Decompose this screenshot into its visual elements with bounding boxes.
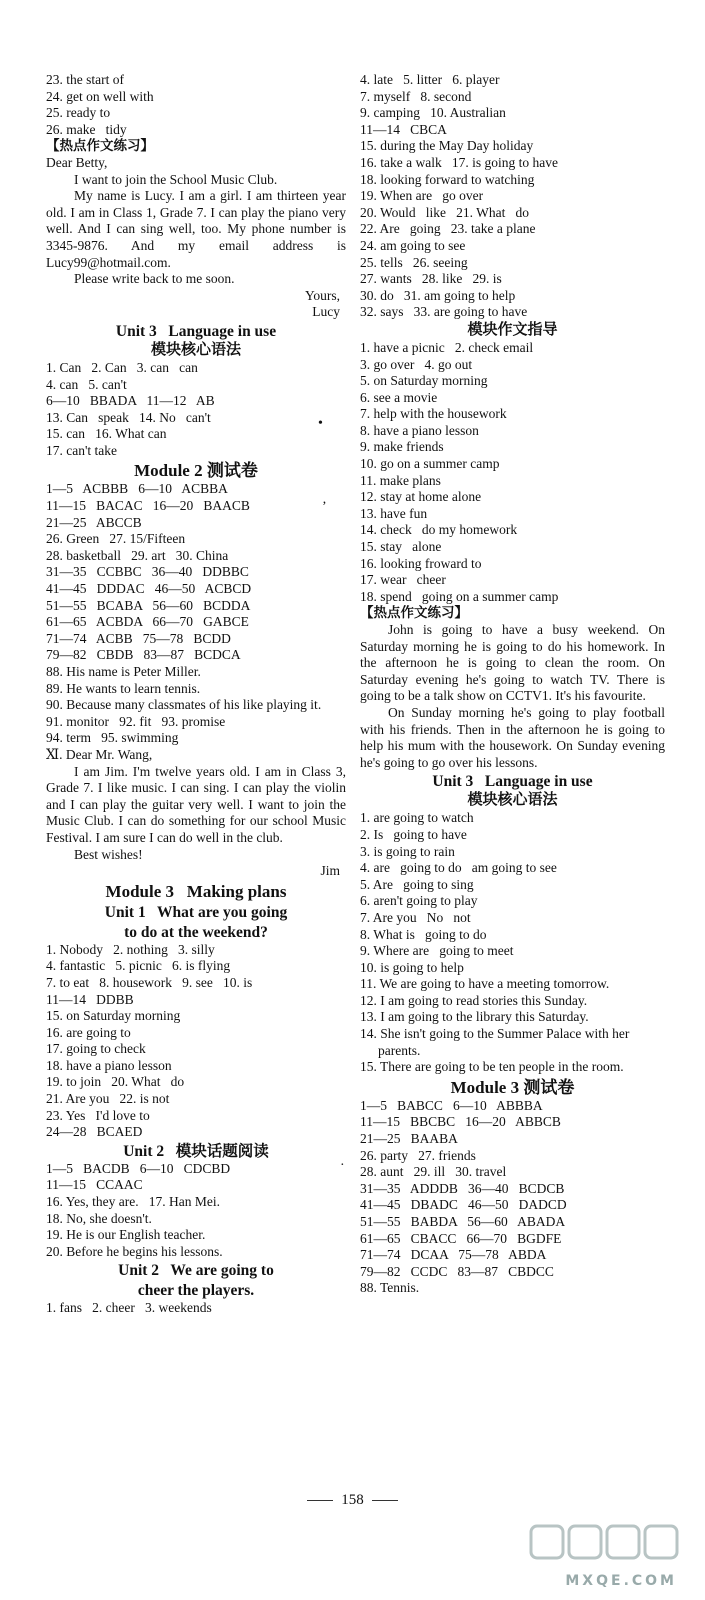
answer-line: 16. are going to (46, 1024, 131, 1040)
section-tag: 【热点作文练习】 (46, 138, 154, 155)
unit-heading: Unit 1 What are you going (104, 903, 288, 921)
answer-line: 7. help with the housework (360, 406, 507, 422)
stray-dot: • (318, 416, 323, 431)
answer-line: 71—74 DCAA 75—78 ABDA (360, 1247, 547, 1263)
section-heading: 模块核心语法 (150, 341, 241, 358)
answer-line: 16. looking froward to (360, 555, 482, 571)
answer-line: 11—15 CCAAC (46, 1177, 143, 1193)
stray-dot: · (340, 1158, 345, 1173)
answer-line: 17. wear cheer (360, 572, 446, 588)
answer-line: 15. on Saturday morning (46, 1008, 181, 1024)
answer-line: 31—35 CCBBC 36—40 DDBBC (46, 564, 249, 580)
answer-line: 79—82 CBDB 83—87 BCDCA (46, 647, 241, 663)
answer-line: 15. can 16. What can (46, 426, 167, 442)
answer-line: 7. myself 8. second (360, 88, 472, 104)
answer-line: 11—15 BACAC 16—20 BAACB (46, 498, 250, 514)
answer-line: 19. to join 20. What do (46, 1074, 185, 1090)
answer-line: 7. Are you No not (360, 909, 471, 925)
answer-line: 3. go over 4. go out (360, 356, 473, 372)
answer-line: 20. Would like 21. What do (360, 204, 530, 220)
answer-line: 94. term 95. swimming (46, 730, 179, 746)
answer-line: 2. Is going to have (360, 826, 467, 842)
answer-line: 12. I am going to read stories this Sunday. (360, 992, 588, 1008)
answer-line: 8. have a piano lesson (360, 422, 479, 438)
unit-heading: Unit 2 We are going to (118, 1262, 274, 1280)
answer-line: 11. We are going to have a meeting tomorrow. (360, 976, 610, 992)
unit-heading: cheer the players. (137, 1282, 255, 1300)
essay-paragraph: Best wishes! (74, 846, 143, 862)
watermark-text: MXQE.COM (565, 1573, 677, 1589)
answer-line: 7. to eat 8. housework 9. see 10. is (46, 974, 253, 990)
answer-line: 25. ready to (46, 105, 111, 121)
module-heading: Module 3 Making plans (105, 881, 287, 901)
answer-line: 3. is going to rain (360, 843, 455, 859)
section-heading: 模块核心语法 (467, 792, 558, 809)
answer-line: 41—45 DBADC 46—50 DADCD (360, 1197, 567, 1213)
answer-line: 14. She isn't going to the Summer Palace with her parents. (360, 1026, 630, 1058)
left-column (46, 72, 346, 1317)
answer-line: 28. aunt 29. ill 30. travel (360, 1164, 507, 1180)
answer-line: 1—5 BACDB 6—10 CDCBD (46, 1160, 231, 1176)
answer-line: 79—82 CCDC 83—87 CBDCC (360, 1263, 554, 1279)
answer-line: 31—35 ADDDB 36—40 BCDCB (360, 1180, 565, 1196)
answer-line: 28. basketball 29. art 30. China (46, 547, 229, 563)
answer-line: 16. Yes, they are. 17. Han Mei. (46, 1194, 220, 1210)
letter-signoff: Lucy (312, 304, 340, 320)
answer-line: 19. When are go over (360, 188, 484, 204)
answer-line: 1. fans 2. cheer 3. weekends (46, 1300, 212, 1316)
answer-line: 6—10 BBADA 11—12 AB (46, 393, 215, 409)
answer-line: 21—25 ABCCB (46, 514, 142, 530)
answer-line: 71—74 ACBB 75—78 BCDD (46, 630, 231, 646)
answer-line: 22. Are going 23. take a plane (360, 221, 536, 237)
unit-heading: Unit 2 模块话题阅读 (123, 1142, 269, 1160)
answer-line: 88. Tennis. (360, 1280, 420, 1296)
answer-line: 4. late 5. litter 6. player (360, 72, 500, 87)
answer-line: 26. Green 27. 15/Fifteen (46, 531, 186, 547)
answer-line: 61—65 ACBDA 66—70 GABCE (46, 614, 249, 630)
answer-line: 13. have fun (360, 505, 428, 521)
essay-paragraph: My name is Lucy. I am a girl. I am thirteen year old. I am in Class 1, Grade 7. I can play the piano very well. And I can sing well, too. My phone number is 3345-9876. And my email address is Lucy99@hotmail.com. (46, 188, 346, 270)
essay-paragraph: On Sunday morning he's going to play football with his friends. Then in the afternoon he is going to help his mum with the housework. On Sunday evening he's going to go over his lessons. (360, 704, 665, 770)
section-tag: 【热点作文练习】 (360, 605, 468, 622)
answer-line: 51—55 BCABA 56—60 BCDDA (46, 597, 251, 613)
answer-line: 30. do 31. am going to help (360, 287, 516, 303)
letter-signoff: Jim (320, 863, 340, 879)
answer-line: 12. stay at home alone (360, 489, 482, 505)
answer-line: 25. tells 26. seeing (360, 254, 468, 270)
answer-line: 5. Are going to sing (360, 876, 474, 892)
answer-line: 11—14 DDBB (46, 991, 134, 1007)
answer-line: 18. spend going on a summer camp (360, 588, 559, 604)
answer-line: 18. have a piano lesson (46, 1057, 172, 1073)
answer-line: 26. party 27. friends (360, 1147, 476, 1163)
essay-paragraph: I am Jim. I'm twelve years old. I am in Class 3, Grade 7. I like music. I can sing. I can play the violin and I can play the guitar very well. I want to join the Music Club. I can do something for our school Music Festival. I am sure I can do well in the club. (46, 763, 346, 845)
essay-paragraph: Please write back to me soon. (74, 271, 235, 287)
answer-line: 9. Where are going to meet (360, 943, 514, 959)
answer-line: 10. go on a summer camp (360, 456, 500, 472)
right-column (360, 72, 665, 1297)
answer-line: 24—28 BCAED (46, 1124, 143, 1140)
answer-line: 19. He is our English teacher. (46, 1227, 206, 1243)
answer-line: 4. are going to do am going to see (360, 860, 557, 876)
answer-line: 32. says 33. are going to have (360, 304, 528, 320)
answer-line: 90. Because many classmates of his like playing it. (46, 697, 322, 713)
answer-line: 17. going to check (46, 1041, 146, 1057)
answer-line: 18. looking forward to watching (360, 171, 535, 187)
answer-line: 18. No, she doesn't. (46, 1210, 152, 1226)
answer-line: 11—14 CBCA (360, 121, 447, 137)
section-heading: 模块作文指导 (467, 321, 558, 338)
answer-line: 21—25 BAABA (360, 1131, 458, 1147)
answer-line: 14. check do my homework (360, 522, 518, 538)
essay-paragraph: I want to join the School Music Club. (74, 171, 278, 187)
answer-line: 27. wants 28. like 29. is (360, 271, 502, 287)
answer-line: 6. aren't going to play (360, 893, 478, 909)
unit-heading: to do at the weekend? (124, 923, 268, 941)
answer-line: 1. have a picnic 2. check email (360, 339, 534, 355)
answer-line: 9. make friends (360, 439, 444, 455)
answer-line: 1. Nobody 2. nothing 3. silly (46, 941, 215, 957)
answer-line: 1—5 BABCC 6—10 ABBBA (360, 1097, 543, 1113)
answer-line: 9. camping 10. Australian (360, 105, 506, 121)
unit-heading: Unit 3 Language in use (432, 773, 593, 791)
answer-line: 24. get on well with (46, 88, 154, 104)
answer-line: Ⅺ. Dear Mr. Wang, (46, 746, 153, 762)
answer-line: 15. There are going to be ten people in the room. (360, 1059, 624, 1075)
answer-line: 15. during the May Day holiday (360, 138, 534, 154)
answer-line: 16. take a walk 17. is going to have (360, 154, 558, 170)
answer-line: 4. can 5. can't (46, 376, 127, 392)
essay-paragraph: John is going to have a busy weekend. On Saturday morning he is going to do his homework. In the afternoon he is going to clean the room. On Saturday evening he's going to watch TV. There is going to be a talk show on CCTV1. It's his favourite. (360, 622, 665, 704)
answer-line: 24. am going to see (360, 237, 466, 253)
answer-line: 11. make plans (360, 472, 441, 488)
page-number: 158 (0, 1492, 705, 1509)
answer-line: 1—5 ACBBB 6—10 ACBBA (46, 481, 228, 497)
answer-line: 4. fantastic 5. picnic 6. is flying (46, 958, 231, 974)
answer-line: 17. can't take (46, 442, 118, 458)
answer-line: 13. I am going to the library this Saturday. (360, 1009, 589, 1025)
answer-line: 1. are going to watch (360, 810, 474, 826)
answer-line: 15. stay alone (360, 539, 442, 555)
answer-line: 13. Can speak 14. No can't (46, 409, 211, 425)
answer-line: 26. make tidy (46, 121, 127, 137)
answer-line: 89. He wants to learn tennis. (46, 680, 201, 696)
answer-line: 8. What is going to do (360, 926, 487, 942)
answer-line: 5. on Saturday morning (360, 373, 488, 389)
answer-line: 51—55 BABDA 56—60 ABADA (360, 1214, 566, 1229)
answer-line: 23. the start of (46, 72, 124, 87)
answer-line: 61—65 CBACC 66—70 BGDFE (360, 1230, 562, 1246)
answer-line: 1. Can 2. Can 3. can can (46, 359, 198, 375)
answer-line: 6. see a movie (360, 389, 438, 405)
answer-line: 91. monitor 92. fit 93. promise (46, 713, 226, 729)
answer-line: 11—15 BBCBC 16—20 ABBCB (360, 1114, 561, 1130)
unit-heading: Unit 3 Language in use (115, 322, 277, 340)
answer-line: 10. is going to help (360, 959, 464, 975)
letter-signoff: Yours, (304, 287, 340, 303)
answer-line: 23. Yes I'd love to (46, 1107, 150, 1123)
answer-line: 20. Before he begins his lessons. (46, 1243, 223, 1259)
module-heading: Module 3 测试卷 (450, 1077, 575, 1097)
answer-line: 88. His name is Peter Miller. (46, 664, 201, 679)
answer-line: Dear Betty, (46, 154, 108, 170)
answer-line: 41—45 DDDAC 46—50 ACBCD (46, 581, 252, 597)
answer-line: 21. Are you 22. is not (46, 1091, 170, 1107)
module-heading: Module 2 测试卷 (134, 461, 258, 481)
stray-dot: ‚ (322, 492, 327, 507)
